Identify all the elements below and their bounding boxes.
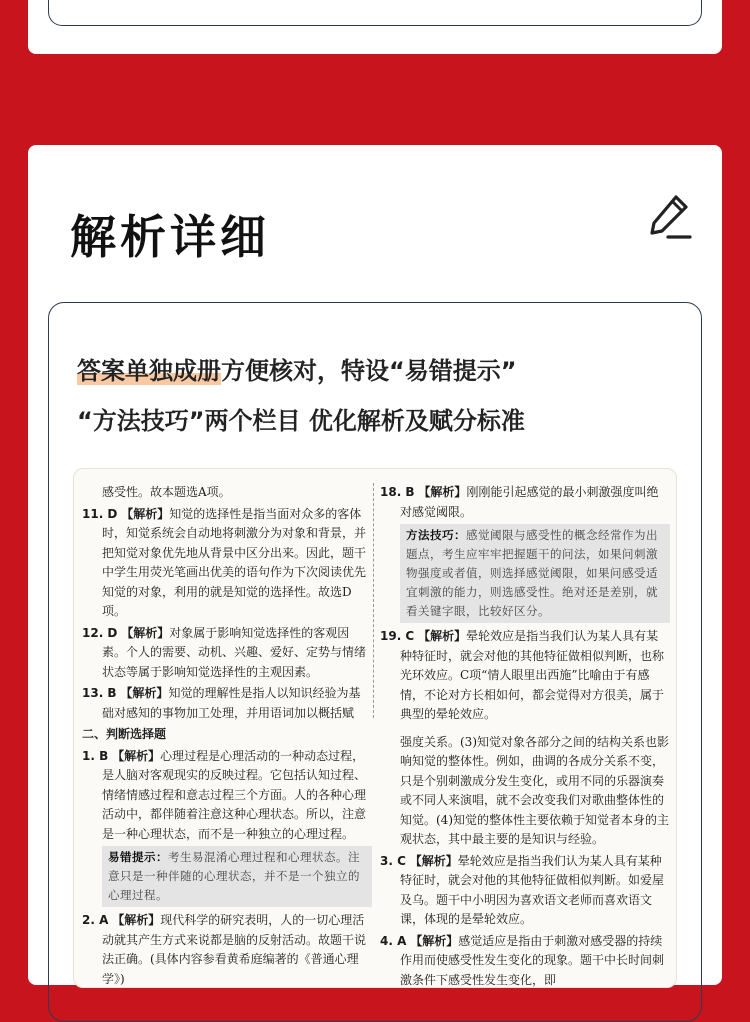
section-title: 解析详细 (70, 210, 270, 264)
headline-highlight: 答案单独成册 (77, 357, 221, 385)
column-divider (373, 483, 374, 718)
answer-item-j4: 4. A 【解析】感觉适应是指由于刺激对感受器的持续作用而使感受性发生变化的现象。题干中长时间刺激条件下感受性发生变化，即 (380, 933, 665, 987)
answer-item-19: 19. C 【解析】晕轮效应是指当我们认为某人具有某种特征时，就会对他的其他特征做相似判断，也称光环效应。C项“情人眼里出西施”比喻由于有感情，不论对方长相如何，都会觉得对方很美，属于典型的晕轮效应。 (380, 629, 665, 721)
pencil-edit-icon (646, 191, 694, 243)
answer-item-18: 18. B 【解析】刚刚能引起感觉的最小刺激强度叫绝对感觉阈限。 (380, 485, 659, 519)
answer-text-continued: 强度关系。(3)知觉对象各部分之间的结构关系也影响知觉的整体性。例如，曲调的各成分关系不变，只是个别刺激成分发生变化，或用不同的乐器演奏或不同人来演唱，就不会改变我们对歌曲整体性的知觉。(4)知觉的整体性主要依赖于知觉者本身的主观状态，其中最主要的是知识与经验。 (400, 734, 669, 846)
analysis-card (28, 145, 722, 985)
left-column (82, 483, 372, 991)
answer-page-preview (73, 468, 677, 988)
answer-item-13: 13. B 【解析】知觉的理解性是指人以知识经验为基础对感知的事物加工处理，并用语词加以概括赋 (82, 686, 361, 720)
headline-line-1 (77, 351, 517, 386)
feature-frame (48, 302, 702, 1022)
error-tip-box: 易错提示：考生易混淆心理过程和心理状态。注意只是一种伴随的心理状态，并不是一个独立的心理过程。 (102, 846, 372, 907)
headline-line-2: “方法技巧”两个栏目 优化解析及赋分标准 (77, 407, 525, 435)
previous-card (28, 0, 722, 54)
method-tip-box: 方法技巧：感觉阈限与感受性的概念经常作为出题点，考生应牢牢把握题干的问法，如果问刺激物强度或者值，则选择感觉阈限，如果问感受适宜刺激的能力，则选感受性。绝对还是差别，就看关键字眼，比较好区分。 (400, 524, 670, 623)
answer-text: 感受性。故本题选A项。 (102, 485, 231, 499)
answer-item-j3: 3. C 【解析】晕轮效应是指当我们认为某人具有某种特征时，就会对他的其他特征做相似判断。如爱屋及乌。题干中小明因为喜欢语文老师而喜欢语文课，体现的是晕轮效应。 (380, 853, 665, 926)
previous-card-frame (48, 0, 702, 26)
answer-item-j1: 1. B 【解析】心理过程是心理活动的一种动态过程，是人脑对客观现实的反映过程。它包括认知过程、情绪情感过程和意志过程三个方面。人的各种心理活动中，都伴随着注意这种心理状态。所以，注意是一种心理状态，而不是一种独立的心理过程。 (82, 748, 367, 841)
answer-item-11: 11. D 【解析】知觉的选择性是指当面对众多的客体时，知觉系统会自动地将刺激分为对象和背景，并把知觉对象优先地从背景中区分出来。因此，题干中学生用荧光笔画出优美的语句作为下次阅读优先知觉的对象，利用的就是知觉的选择性。故选D项。 (82, 506, 367, 618)
headline-line-1-rest: 方便核对，特设“易错提示” (221, 357, 517, 385)
answer-item-j2: 2. A 【解析】现代科学的研究表明，人的一切心理活动就其产生方式来说都是脑的反射活动。故题干说法正确。(具体内容参看黄希庭编著的《普通心理学》) (82, 913, 367, 986)
section-heading-judgment: 二、判断选择题 (82, 727, 167, 741)
right-column (380, 483, 670, 992)
answer-item-12: 12. D 【解析】对象属于影响知觉选择性的客观因素。个人的需要、动机、兴趣、爱好、定势与情绪状态等属于影响知觉选择性的主观因素。 (82, 625, 367, 679)
